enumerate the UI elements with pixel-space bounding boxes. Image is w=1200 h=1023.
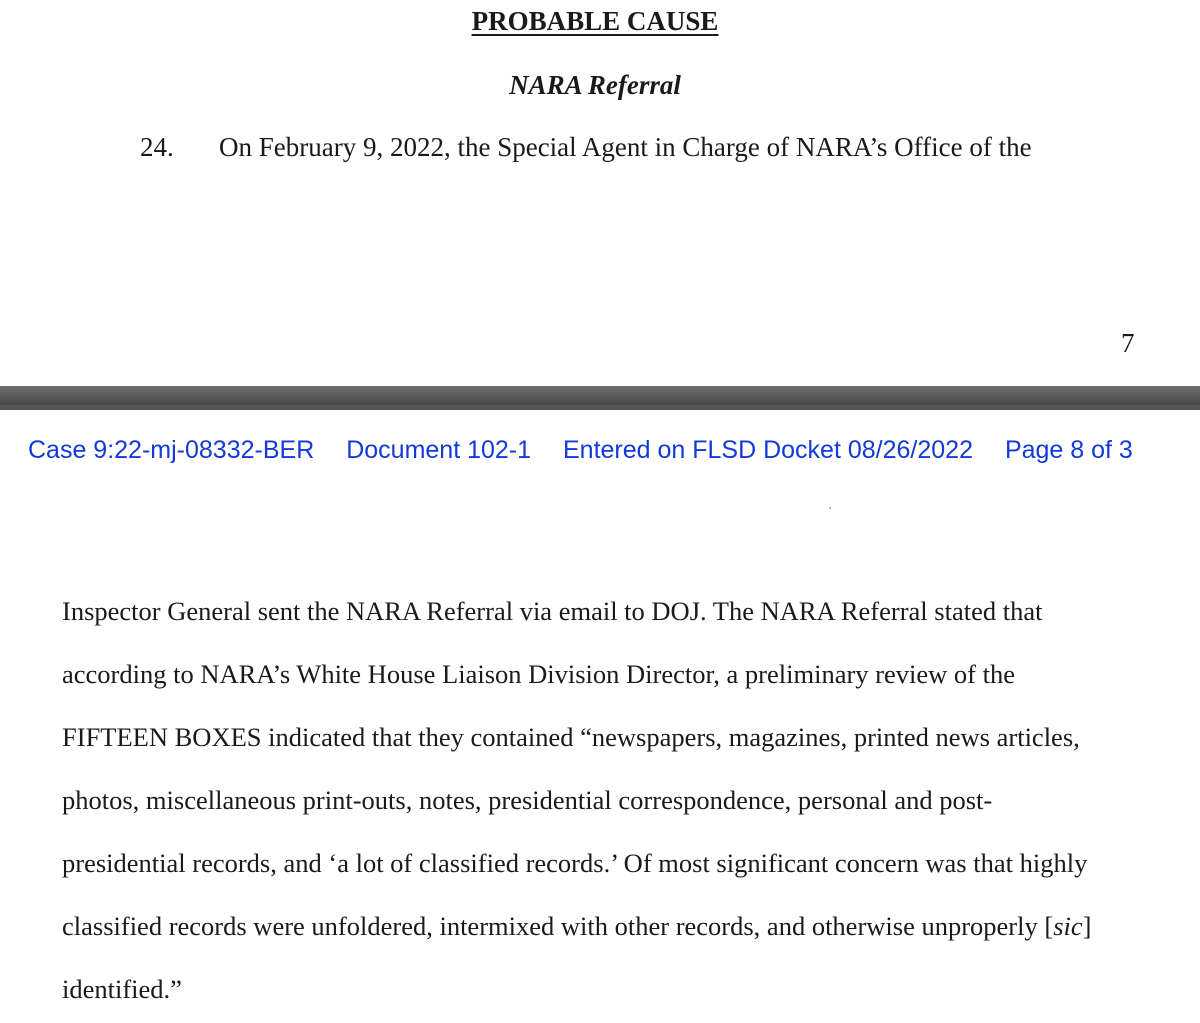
text-line: photos, miscellaneous print-outs, notes, presidential correspondence, personal and post- bbox=[62, 785, 993, 815]
docket-entry: Entered on FLSD Docket 08/26/2022 bbox=[562, 436, 973, 464]
text-line: according to NARA’s White House Liaison Division Director, a preliminary review of the bbox=[62, 659, 1015, 689]
text-line: FIFTEEN BOXES indicated that they contained “newspapers, magazines, printed news articles, bbox=[62, 722, 1080, 752]
paragraph-first-line: On February 9, 2022, the Special Agent in Charge of NARA’s Office of the bbox=[219, 132, 1032, 162]
text-line-part: ] bbox=[1082, 911, 1092, 941]
case-header bbox=[28, 436, 1158, 465]
sic-italic: sic bbox=[1053, 911, 1083, 941]
case-number: Case 9:22-mj-08332-BER bbox=[28, 436, 315, 464]
subsection-heading: NARA Referral bbox=[509, 70, 681, 100]
paragraph-number: 24. bbox=[140, 132, 174, 162]
text-line: identified.” bbox=[62, 974, 182, 1004]
section-heading: PROBABLE CAUSE bbox=[471, 6, 719, 36]
page-number: 7 bbox=[1121, 328, 1135, 358]
text-line-part: classified records were unfoldered, intermixed with other records, and otherwise unproperly [ bbox=[62, 911, 1054, 941]
scan-speck bbox=[829, 507, 831, 509]
paragraph-body bbox=[62, 596, 1182, 1023]
document-number: Document 102-1 bbox=[346, 436, 532, 464]
document-page-top bbox=[0, 0, 1200, 386]
page-count: Page 8 of 3 bbox=[1004, 436, 1133, 464]
text-line bbox=[62, 911, 1182, 974]
document-page-bottom bbox=[0, 410, 1200, 1023]
page-separator bbox=[0, 386, 1200, 410]
text-line: Inspector General sent the NARA Referral via email to DOJ. The NARA Referral stated that bbox=[62, 596, 1043, 626]
text-line: presidential records, and ‘a lot of classified records.’ Of most significant concern was that highly bbox=[62, 848, 1088, 878]
